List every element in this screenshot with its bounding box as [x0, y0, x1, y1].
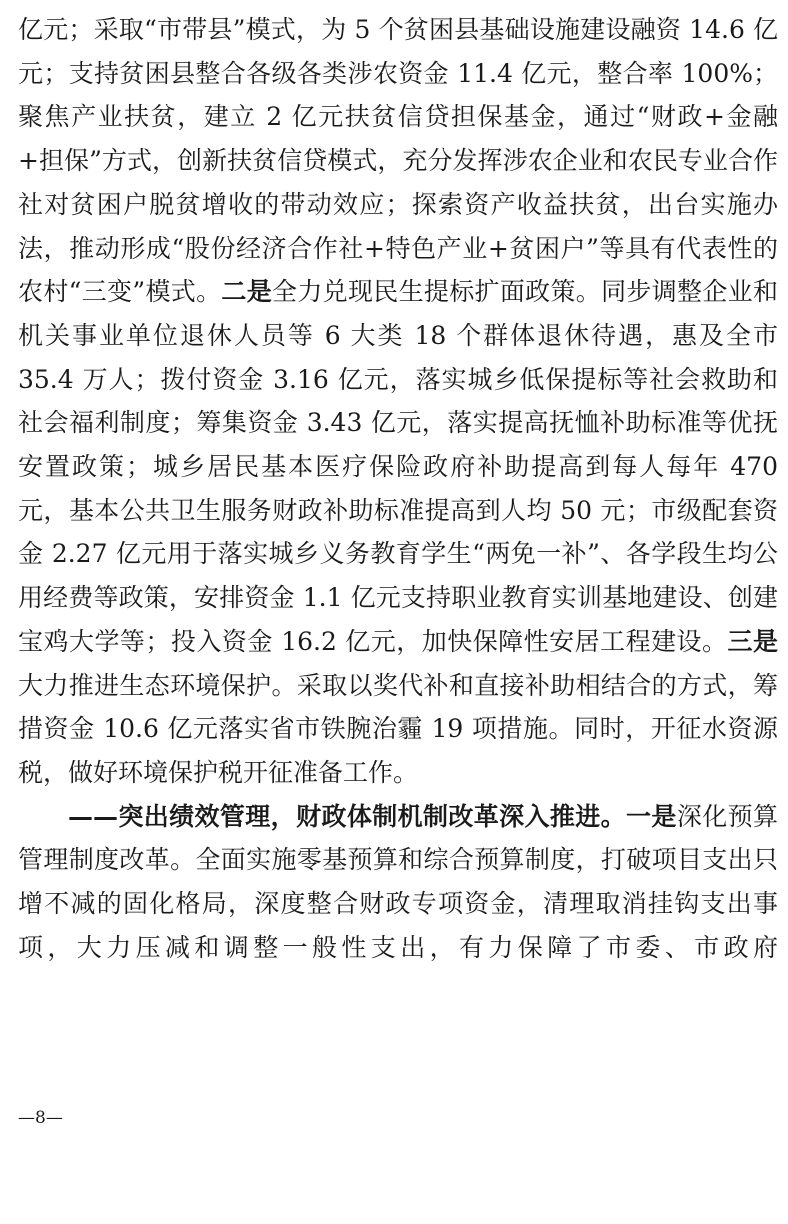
text-run: 亿元；采取“市带县”模式，为 5 个贫困县基础设施建设融资 14.6 亿元；支持贫困县整合各级各类涉农资金 11.4 亿元，整合率 100%；聚焦产业扶贫，建立 2 亿元扶贫信贷担保基金，通过“财政+金融+担保”方式，创新扶贫信贷模式，充分发挥涉农企业和农民专业合作社对贫困户脱贫增收的带动效应；探索资产收益扶贫，出台实施办法，推动形成“股份经济合作社+特色产业+贫困户”等具有代表性的农村“三变”模式。: [18, 15, 778, 307]
page-number: —8—: [18, 1108, 63, 1128]
paragraph-2: [18, 795, 778, 970]
paragraph-1: [18, 8, 778, 795]
text-run: 大力推进生态环境保护。采取以奖代补和直接补助相结合的方式，筹措资金 10.6 亿元落实省市铁腕治霾 19 项措施。同时，开征水资源税，做好环境保护税开征准备工作。: [18, 670, 778, 787]
bold-run-er-shi: 二是: [221, 277, 273, 307]
body-text: [18, 8, 778, 969]
bold-run-san-shi: 三是: [727, 626, 778, 656]
section-heading: ——突出绩效管理，财政体制机制改革深入推进。: [68, 801, 627, 831]
text-run: 全力兑现民生提标扩面政策。同步调整企业和机关事业单位退休人员等 6 大类 18 个群体退休待遇，惠及全市 35.4 万人；拨付资金 3.16 亿元，落实城乡低保提标等社会救助和社会福利制度；筹集资金 3.43 亿元，落实提高抚恤补助标准等优抚安置政策；城乡居民基本医疗保险政府补助提高到每人每年 470 元，基本公共卫生服务财政补助标准提高到人均 50 元；市级配套资金 2.27 亿元用于落实城乡义务教育学生“两免一补”、各学段生均公用经费等政策，安排资金 1.1 亿元支持职业教育实训基地建设、创建宝鸡大学等；投入资金 16.2 亿元，加快保障性安居工程建设。: [18, 277, 778, 656]
text-run: 深化预算管理制度改革。全面实施零基预算和综合预算制度，打破项目支出只增不减的固化格局，深度整合财政专项资金，清理取消挂钩支出事项，大力压减和调整一般性支出，有力保障了市委、市政府: [18, 801, 778, 962]
bold-run-yi-shi: 一是: [626, 801, 677, 831]
